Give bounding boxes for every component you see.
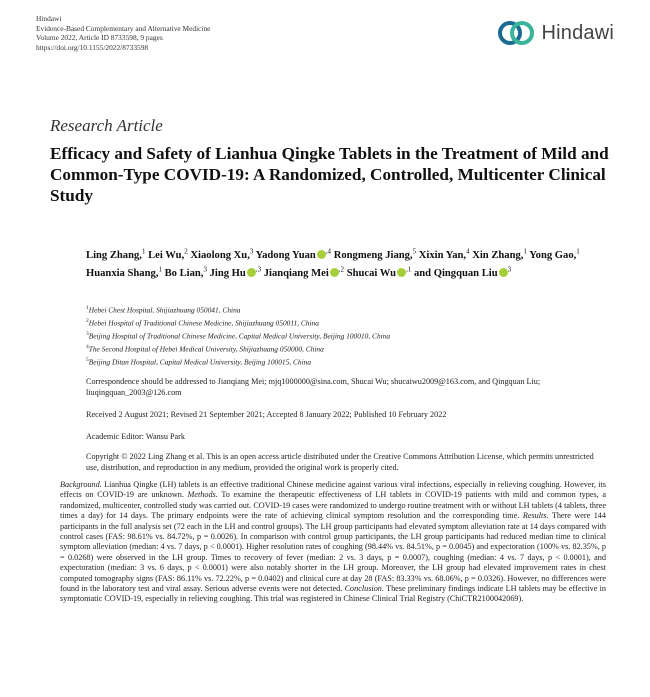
author-affiliation-number: 5 bbox=[412, 247, 417, 255]
author-name: Rongmeng Jiang, bbox=[333, 249, 413, 261]
author-name: Xin Zhang, bbox=[472, 249, 524, 261]
author bbox=[190, 247, 254, 261]
affiliation-text: Hebei Hospital of Traditional Chinese Medicine, Shijiazhuang 050011, China bbox=[88, 318, 319, 328]
affiliation bbox=[86, 329, 606, 342]
abstract-results: There were 144 participants in the full analysis set (72 each in the LH and control groups). The LH group participants had elevated symptom alleviation rate at 14 days compared with control cases (FAS: 98.61% vs. 84.72%, p = 0.0026). In comparison with control group participants, the LH group participants had reduced median time to clinical symptom alleviation (median: 4 vs. 7 days, p < 0.0001). Higher resolution rates of coughing (98.44% vs. 84.51%, p = 0.0045) and expectoration (100% vs. 82.35%, p = 0.0268) were observed in the LH group. Times to recovery of fever (median: 2 vs. 3 days, p = 0.0007), coughing (median: 4 vs. 7 days, p < 0.0001), and expectoration (median: 3 vs. 6 days, p < 0.0001) were also notably shorter in the LH group. Moreover, the LH group had elevated improvement rates in chest computed tomography signs (FAS: 86.11% vs. 72.22%, p = 0.0402) and clinical cure at day 28 (FAS: 83.33% vs. 68.06%, p = 0.0326). However, no differences were found in the laboratory test and viral assay. Serious adverse events were not detected. bbox=[60, 511, 606, 594]
abstract-background-label: Background. bbox=[60, 480, 102, 489]
doi-link[interactable]: https://doi.org/10.1155/2022/8733598 bbox=[36, 42, 149, 52]
affiliation-number: 2 bbox=[86, 318, 89, 325]
author bbox=[148, 247, 188, 261]
author-list bbox=[86, 244, 606, 281]
affiliation-text: Beijing Ditan Hospital, Capital Medical University, Beijing 100015, China bbox=[88, 357, 312, 367]
abstract-conclusion-label: Conclusion. bbox=[344, 584, 384, 594]
affiliation-text: Hebei Chest Hospital, Shijiazhuang 050041, China bbox=[88, 305, 241, 315]
author bbox=[418, 247, 470, 261]
author bbox=[263, 265, 345, 280]
author-affiliation-number: 4 bbox=[466, 247, 470, 255]
affiliation-number: 3 bbox=[86, 331, 89, 338]
author bbox=[164, 265, 207, 280]
author-name: and Qingquan Liu bbox=[413, 268, 498, 280]
affiliation-number: 1 bbox=[86, 305, 89, 311]
academic-editor: Academic Editor: Wansu Park bbox=[86, 432, 186, 441]
author bbox=[86, 247, 146, 261]
affiliation bbox=[86, 342, 606, 355]
journal-name: Evidence-Based Complementary and Alternative Medicine bbox=[36, 23, 211, 33]
author-name: Lei Wu, bbox=[148, 249, 185, 261]
affiliation bbox=[86, 303, 606, 316]
author bbox=[333, 247, 417, 261]
abstract-methods: To examine the therapeutic effectiveness of LH tablets in COVID-19 patients with mild and common types, a randomized, multicenter, controlled study was carried out. COVID-19 cases were randomized to undergo routine treatment with or without LH tablets (4 tablets, three times a day) for 14 days. The primary endpoints were the rate of achieving clinical symptom resolution and the corresponding time. bbox=[60, 490, 606, 521]
orcid-icon[interactable] bbox=[499, 268, 508, 277]
author-affiliation-number: 1 bbox=[141, 247, 146, 255]
author-affiliation-number: 3 bbox=[249, 247, 254, 255]
orcid-icon[interactable] bbox=[397, 268, 406, 277]
affiliation bbox=[86, 355, 606, 368]
affiliation-number: 4 bbox=[86, 344, 89, 351]
abstract-methods-label: Methods. bbox=[187, 490, 218, 500]
author bbox=[209, 265, 262, 280]
author-affiliation-number: 1 bbox=[158, 265, 162, 274]
orcid-icon[interactable] bbox=[247, 268, 256, 277]
volume-info: Volume 2022, Article ID 8733598, 9 pages bbox=[36, 33, 163, 43]
author-affiliation-number: ,4 bbox=[325, 247, 332, 255]
logo-wordmark: Hindawi bbox=[541, 21, 614, 44]
author bbox=[413, 265, 512, 280]
author-name: Jing Hu bbox=[209, 268, 246, 280]
publication-dates: Received 2 August 2021; Revised 21 September 2021; Accepted 8 January 2022; Published 10 February 2022 bbox=[86, 410, 447, 419]
author-name: Yadong Yuan bbox=[255, 249, 316, 261]
author-name: Bo Lian, bbox=[164, 268, 204, 280]
hindawi-logo bbox=[497, 20, 614, 46]
author bbox=[86, 265, 162, 280]
affiliation-number: 5 bbox=[86, 357, 89, 364]
affiliation-list bbox=[86, 303, 606, 368]
author-name: Huanxia Shang, bbox=[86, 268, 159, 280]
hindawi-logo-icon bbox=[497, 20, 535, 46]
author-name: Xixin Yan, bbox=[418, 249, 467, 261]
publisher-name: Hindawi bbox=[36, 14, 62, 23]
author bbox=[529, 247, 580, 261]
author-affiliation-number: 3 bbox=[507, 265, 512, 274]
orcid-icon[interactable] bbox=[317, 250, 326, 259]
author-name: Shucai Wu bbox=[346, 268, 397, 280]
abstract-conclusion: These preliminary findings indicate LH tablets may be effective in symptomatic COVID-19, especially in relieving coughing. This trial was registered in Chinese Clinical Trial Registry (ChiCTR2100042069). bbox=[60, 584, 607, 604]
author bbox=[472, 247, 527, 261]
abstract bbox=[60, 480, 606, 605]
affiliation bbox=[86, 316, 606, 329]
abstract-results-label: Results. bbox=[522, 511, 549, 521]
author-affiliation-number: ,1 bbox=[406, 265, 412, 274]
author bbox=[255, 247, 332, 261]
affiliation-text: Beijing Hospital of Traditional Chinese Medicine, Capital Medical University, Beijing 100010, China bbox=[88, 331, 391, 341]
journal-header bbox=[36, 14, 210, 52]
article-type: Research Article bbox=[50, 116, 163, 135]
orcid-icon[interactable] bbox=[330, 268, 339, 277]
correspondence: Correspondence should be addressed to Jianqiang Mei; mjq1000000@sina.com, Shucai Wu; shucaiwu2009@163.com, and Qingquan Liu; liuqingquan_2003@126.com bbox=[86, 377, 541, 398]
article-title: Efficacy and Safety of Lianhua Qingke Tablets in the Treatment of Mild and Common-Type COVID-19: A Randomized, Controlled, Multicenter Clinical Study bbox=[50, 144, 609, 205]
author-name: Ling Zhang, bbox=[86, 249, 142, 261]
author-affiliation-number: 1 bbox=[523, 247, 527, 255]
author-affiliation-number: 3 bbox=[203, 265, 207, 274]
copyright-notice: Copyright © 2022 Ling Zhang et al. This is an open access article distributed under the Creative Commons Attribution License, which permits unrestricted use, distribution, and reproduction in any medium, provided the original work is properly cited. bbox=[86, 452, 594, 473]
abstract-background: Lianhua Qingke (LH) tablets is an effective traditional Chinese medicine against various viral infections, especially in relieving coughing. However, its effects on COVID-19 are unknown. bbox=[60, 480, 606, 500]
author-affiliation-number: ,3 bbox=[255, 265, 262, 274]
author-name: Xiaolong Xu, bbox=[190, 249, 250, 261]
affiliation-text: The Second Hospital of Hebei Medical University, Shijiazhuang 050000, China bbox=[88, 344, 324, 354]
author-name: Jianqiang Mei bbox=[263, 268, 329, 280]
author bbox=[346, 265, 412, 280]
author-name: Yong Gao, bbox=[529, 249, 577, 261]
author-affiliation-number: 2 bbox=[184, 247, 188, 255]
author-affiliation-number: ,2 bbox=[338, 265, 345, 274]
author-affiliation-number: 1 bbox=[576, 247, 580, 255]
